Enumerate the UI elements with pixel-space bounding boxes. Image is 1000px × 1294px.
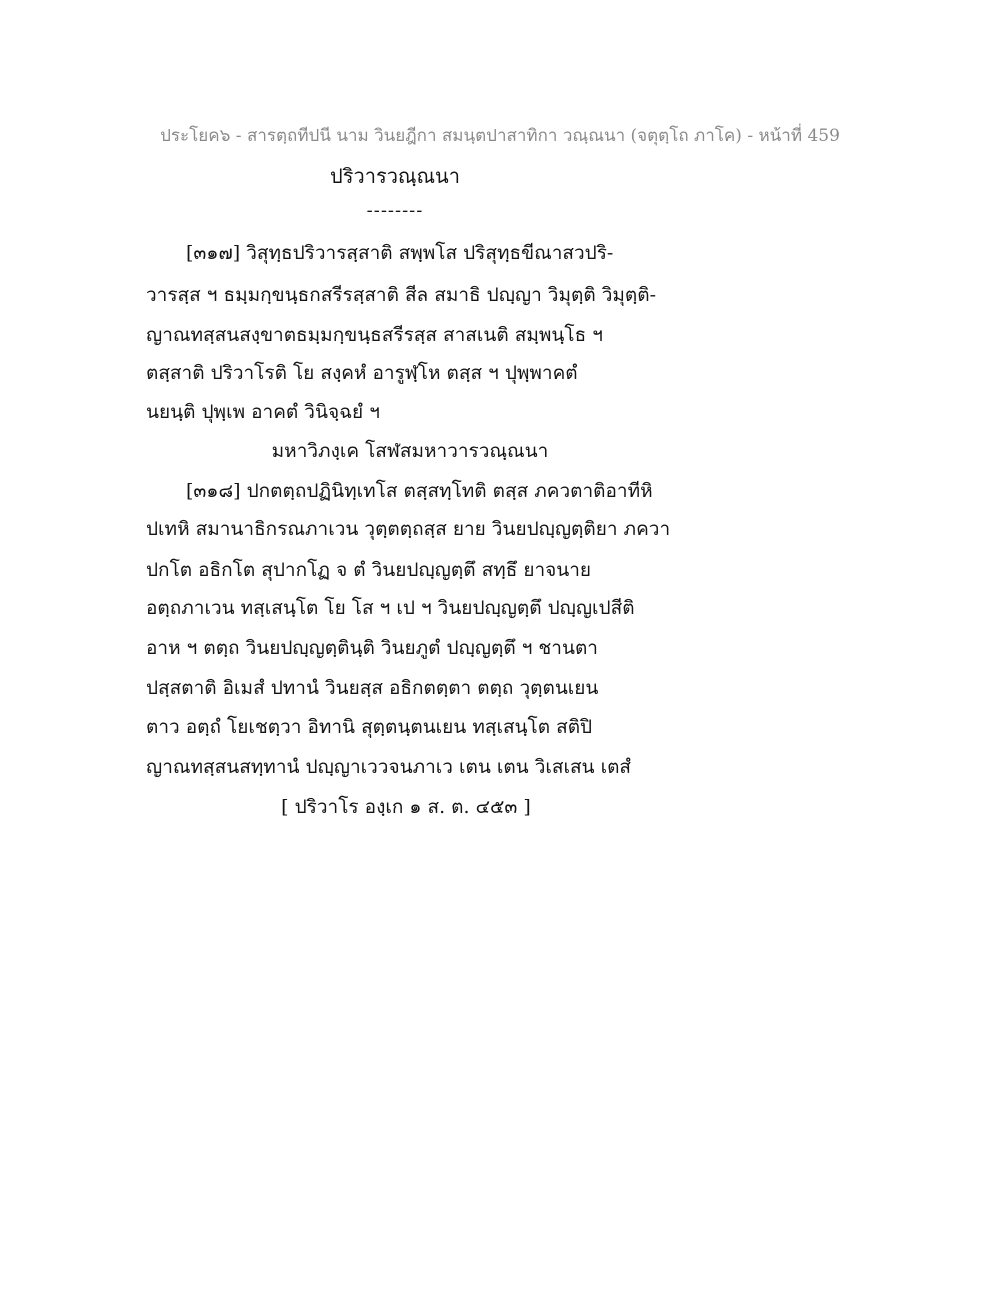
paragraph-317-line-4: ตสฺสาติ ปริวาโรติ โย สงฺคหํ อารูฬฺโห ตสฺส ฯ ปุพฺพาคตํ	[146, 362, 578, 384]
source-reference: [ ปริวาโร องฺเก ๑ ส. ต. ๔๕๓ ]	[281, 796, 531, 818]
section-divider: --------	[366, 200, 424, 221]
section-title: ปริวารวณฺณนา	[330, 164, 460, 188]
paragraph-317-line-5: นยนฺติ ปุพฺเพ อาคตํ วินิจฺฉยํ ฯ	[146, 401, 380, 423]
paragraph-318-line-2: ปเทหิ สมานาธิกรณภาเวน วุตฺตตฺถสฺส ยาย วินยปญฺญตฺติยา ภควา	[146, 518, 671, 540]
paragraph-318-line-3: ปกโต อธิกโต สุปากโฏ จ ตํ วินยปญฺญตฺตึ สทฺธึ ยาจนาย	[146, 559, 592, 581]
paragraph-317-line-3: ญาณทสฺสนสงฺขาตธมฺมกฺขนฺธสรีรสฺส สาสเนติ สมฺพนฺโธ ฯ	[146, 324, 603, 346]
paragraph-318-line-8: ญาณทสฺสนสทฺทานํ ปญฺญาเววจนภาเว เตน เตน วิเสเสน เตสํ	[146, 756, 632, 778]
paragraph-318-line-4: อตฺถภาเวน ทสฺเสนฺโต โย โส ฯ เป ฯ วินยปญฺญตฺตึ ปญฺญเปสีติ	[146, 597, 635, 619]
subsection-heading: มหาวิภงฺเค โสฬสมหาวารวณฺณนา	[271, 440, 549, 462]
paragraph-317-line-1: [๓๑๗] วิสุทฺธปริวารสฺสาติ สพฺพโส ปริสุทฺธขีณาสวปริ-	[186, 242, 614, 264]
paragraph-318-line-7: ตาว อตฺถํ โยเชตฺวา อิทานิ สุตฺตนฺตนเยน ทสฺเสนฺโต สติปิ	[146, 716, 593, 738]
running-header: ประโยค๖ - สารตฺถทีปนี นาม วินยฎีกา สมนฺตปาสาทิกา วณฺณนา (จตุตฺโถ ภาโค) - หน้าที่ 459	[160, 126, 840, 146]
paragraph-318-line-1: [๓๑๘] ปกตตฺถปฏินิทฺเทโส ตสฺสทฺโทติ ตสฺส ภควตาติอาทีหิ	[186, 480, 653, 502]
paragraph-317-line-2: วารสฺส ฯ ธมฺมกฺขนฺธกสรีรสฺสาติ สีล สมาธิ ปญฺญา วิมุตฺติ วิมุตฺติ-	[146, 284, 657, 306]
paragraph-318-line-6: ปสฺสตาติ อิเมสํ ปทานํ วินยสฺส อธิกตตฺตา ตตฺถ วุตฺตนเยน	[146, 677, 599, 699]
paragraph-318-line-5: อาห ฯ ตตฺถ วินยปญฺญตฺตินฺติ วินยภูตํ ปญฺญตฺตึ ฯ ชานตา	[146, 637, 598, 659]
